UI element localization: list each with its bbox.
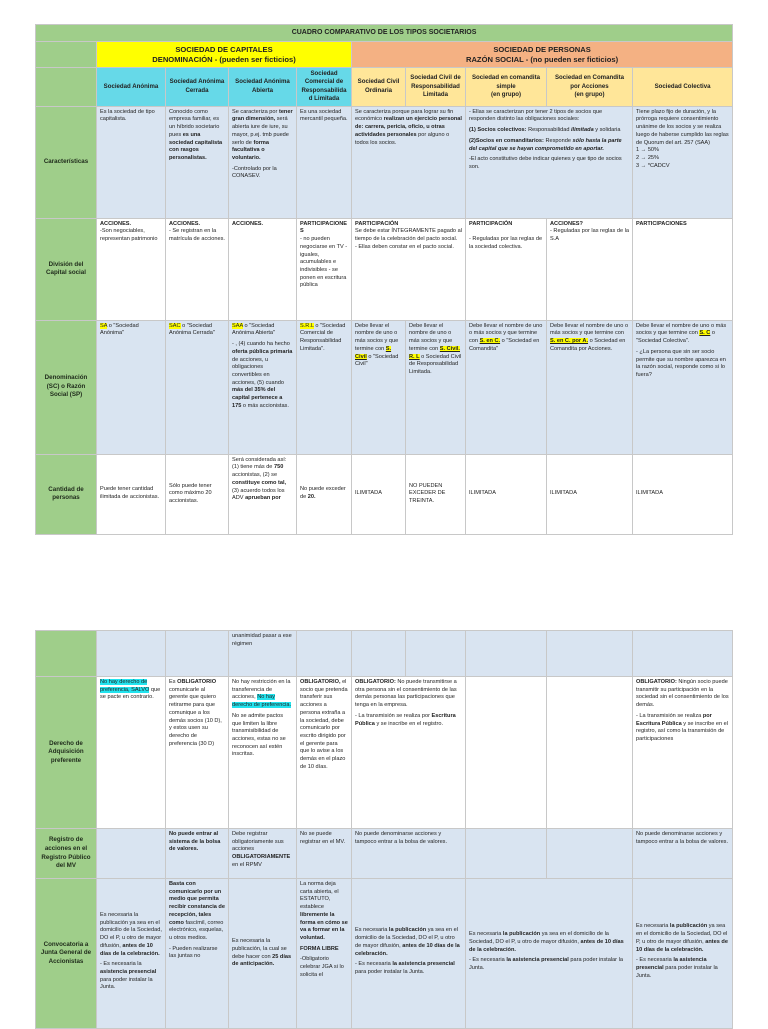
row-caracteristicas: [36, 106, 733, 218]
col-header-scs-note: (en grupo): [490, 91, 522, 99]
row-label-division: División del Capital social: [36, 218, 97, 320]
group-capitales: [97, 42, 352, 68]
cell-caracteristicas-sc: Tiene plazo fijo de duración, y la prórroga requiere consentimiento unánime de los socios y se realiza luego de haberse cumplido las reglas de Quorum del art. 257 (SAA) 1 → 50% 2 → 25% 3 → *CADCV: [633, 106, 733, 218]
cell-derecho-srl: OBLIGATORIO, el socio que pretenda transferir sus acciones a persona extraña a la sociedad, debe comunicarlo por escrito dirigido por el gerente para que lo avise a los demás en el plazo de 10 días.: [297, 677, 352, 829]
cell-cantidad-srl: No puede exceder de 20.: [297, 454, 352, 534]
cell-denominacion-scs: Debe llevar el nombre de uno o más socios y que termine con S. en C. o "Sociedad en Comandita": [466, 320, 547, 454]
cell-denominacion-scrl: Debe llevar el nombre de uno o más socios y que termine con S. Civil. R. L o Sociedad Civil de Responsabilidad Limitada.: [406, 320, 466, 454]
row-label-denominacion: Denominación (SC) o Razón Social (SP): [36, 320, 97, 454]
cell-cantidad-scpa: ILIMITADA: [547, 454, 633, 534]
cell-convocatoria-sc: Es necesaria la publicación ya sea en el domicilio de la Sociedad, DO el P, u otro de mayor difusión, antes de 10 días de la celebración. - Es necesaria la asistencia presencial para poder instalar la Junta.: [633, 879, 733, 1029]
cell-denominacion-saa: SAA o "Sociedad Anónima Abierta" - , (4) cuando ha hecho oferta pública primaria de acciones, u obligaciones convertibles en acciones, (5) cuando más del 35% del capital pertenece a 175 o más accionistas.: [229, 320, 297, 454]
col-header-sco: Sociedad Civil Ordinaria: [352, 68, 406, 107]
row-registro: [36, 829, 733, 879]
cell-caracteristicas-saa: Se caracteriza por tener gran dimensión, será abierta iure de iure, su mayor, p.ej. tmb puede serlo de forma facultativa o voluntario. -Controlado por la CONASEV.: [229, 106, 297, 218]
col-header-scs: [466, 68, 547, 107]
cell-denominacion-scpa: Debe llevar el nombre de uno o más socios y que termine con S. en C. por A. o Sociedad en Comandita por Acciones.: [547, 320, 633, 454]
cell-convocatoria-srl: La norma deja carta abierta, el ESTATUTO, establece libremente la forma en cómo se va a formar en la voluntad. FORMA LIBRE -Obligatorio celebrar JGA si lo solicita el: [297, 879, 352, 1029]
cell-caracteristicas-sco: Se caracteriza porque para lograr su fin económico realizan un ejercicio personal de: carrera, pericia, oficio, u otras actividades personales por alguno o todos los socios.: [352, 106, 466, 218]
cell-division-sa: ACCIONES. -Son negociables, representan patrimonio: [97, 218, 166, 320]
group-personas-subtitle: RAZÓN SOCIAL - (no pueden ser ficticios): [465, 54, 619, 64]
cell-convocatoria-sco: Es necesaria la publicación ya sea en el domicilio de la Sociedad, DO el P, u otro de mayor difusión, antes de 10 días de la celebración. - Es necesaria la asistencia presencial para poder instalar la Junta.: [352, 879, 466, 1029]
cell-registro-sc: No puede denominarse acciones y tampoco entrar a la bolsa de valores.: [633, 829, 733, 879]
cell-registro-saa: Debe registrar obligatoriamente sus acciones OBLIGATORIAMENTE en el RPMV: [229, 829, 297, 879]
cell-cantidad-sac: Sólo puede tener como máximo 20 accionistas.: [166, 454, 229, 534]
row-cantidad: [36, 454, 733, 534]
cell-denominacion-sa: SA o "Sociedad Anónima": [97, 320, 166, 454]
comparison-table-page-1: [35, 24, 733, 535]
row-label-derecho: Derecho de Adquisición preferente: [36, 677, 97, 829]
cell-cantidad-sa: Puede tener cantidad ilimitada de accionistas.: [97, 454, 166, 534]
cell-division-saa: ACCIONES.: [229, 218, 297, 320]
corner-cell: [36, 42, 97, 68]
cell-caracteristicas-sa: Es la sociedad de tipo capitalista.: [97, 106, 166, 218]
col-header-scpa: [547, 68, 633, 107]
cell-caracteristicas-sac: Conocido como empresa familiar, es un híbrido societario pues es una sociedad capitalista con rasgos personalistas.: [166, 106, 229, 218]
group-personas: [352, 42, 733, 68]
row-continuation: [36, 631, 733, 677]
col-header-scpa-name: Sociedad en Comandita por Acciones: [554, 74, 625, 90]
cell-registro-sac: No puede entrar al sistema de la bolsa de valores.: [166, 829, 229, 879]
cell-denominacion-srl: S.R.L o "Sociedad Comercial de Responsabilidad Limitada".: [297, 320, 352, 454]
cell-denominacion-sac: SAC o "Sociedad Anónima Cerrada": [166, 320, 229, 454]
cell-convocatoria-sac: Basta con comunicarlo por un medio que permita recibir constancia de recepción, tales como fascímil, correo electrónico, esquelas, u otros medios. - Pueden realizarse las juntas no: [166, 879, 229, 1029]
table-title: CUADRO COMPARATIVO DE LOS TIPOS SOCIETARIOS: [36, 25, 733, 42]
comparison-table-page-2: [35, 630, 733, 1029]
row-label-registro: Registro de acciones en el Registro Público del MV: [36, 829, 97, 879]
cell-registro-sco: No puede denominarse acciones y tampoco entrar a la bolsa de valores.: [352, 829, 466, 879]
row-label-caracteristicas: Características: [36, 106, 97, 218]
cell-division-scs: PARTICIPACIÓN - Reguladas por las reglas de la sociedad colectiva.: [466, 218, 547, 320]
row-convocatoria: [36, 879, 733, 1029]
row-label-cantidad: Cantidad de personas: [36, 454, 97, 534]
cell-caracteristicas-scs: - Ellas se caracterizan por tener 2 tipos de socios que responden distinto las obligaciones sociales: (1) Socios colectivos: Responsabilidad ilimitada y solidaria (2)Socios en comanditarios: Responde sólo hasta la parte del capital que se hayan comprometido en aportar. -El acto constitutivo debe indicar quienes y que tipo de socios son.: [466, 106, 633, 218]
cell-cantidad-scrl: NO PUEDEN EXCEDER DE TREINTA.: [406, 454, 466, 534]
row-label-continuation: [36, 631, 97, 677]
cell-denominacion-sc: Debe llevar el nombre de uno o más socios y que termine con S. C o "Sociedad Colectiva". - ¿La persona que sin ser socio permite que su nombre aparezca en la razón social, responde como si lo fuera?: [633, 320, 733, 454]
cell-derecho-sa: No hay derecho de preferencia, SALVO que se pacte en contrario.: [97, 677, 166, 829]
cell-convocatoria-saa: Es necesaria la publicación, la cual se debe hacer con 25 días de anticipación.: [229, 879, 297, 1029]
row-label-convocatoria: Convocatoria a Junta General de Accionistas: [36, 879, 97, 1029]
col-header-scrl: Sociedad Civil de Responsabilidad Limitada: [406, 68, 466, 107]
cell-convocatoria-scs: Es necesaria la publicación ya sea en el domicilio de la Sociedad, DO el P, u otro de mayor difusión, antes de 10 días de la celebración. - Es necesaria la asistencia presencial para poder instalar la Junta.: [466, 879, 633, 1029]
row-division: [36, 218, 733, 320]
cell-cantidad-sco: ILIMITADA: [352, 454, 406, 534]
cell-derecho-saa: No hay restricción en la transferencia de acciones, No hay derecho de preferencia. No se admite pactos que limiten la libre transmisibilidad de acciones, estas no se reconocen así estén inscritas.: [229, 677, 297, 829]
corner-cell-2: [36, 68, 97, 107]
col-header-scs-name: Sociedad en comandita simple: [471, 74, 541, 90]
cell-division-sc: PARTICIPACIONES: [633, 218, 733, 320]
cell-derecho-sc: OBLIGATORIO: Ningún socio puede transmitir su participación en la sociedad sin el consentimiento de los demás. - La transmisión se realiza por Escritura Pública y se inscribe en el registro, así como la transmisión de participaciones: [633, 677, 733, 829]
cell-caracteristicas-srl: Es una sociedad mercantil pequeña.: [297, 106, 352, 218]
cell-cantidad-saa: Será considerada así: (1) tiene más de 750 accionistas, (2) se constituye como tal, (3) acuerdo todos los ADV aprueban por: [229, 454, 297, 534]
group-personas-title: SOCIEDAD DE PERSONAS: [493, 44, 591, 54]
cell-continuation-saa: unanimidad pasar a ese régimen: [229, 631, 297, 677]
group-capitales-title: SOCIEDAD DE CAPITALES: [175, 44, 273, 54]
row-derecho: [36, 677, 733, 829]
col-header-saa: Sociedad Anónima Abierta: [229, 68, 297, 107]
row-denominacion: [36, 320, 733, 454]
cell-division-sac: ACCIONES. - Se registran en la matrícula de acciones.: [166, 218, 229, 320]
col-header-srl: Sociedad Comercial de Responsabilidad Limitada: [297, 68, 352, 107]
cell-derecho-sac: Es OBLIGATORIO comunicarle al gerente que quiero retirarme para que comunique a los demás socios (10 D), y estos usen su derecho de preferencia (30 D): [166, 677, 229, 829]
cell-cantidad-scs: ILIMITADA: [466, 454, 547, 534]
cell-division-sco: PARTICIPACIÓN Se debe estar ÍNTEGRAMENTE pagado al tiempo de la celebración del pacto social. - Ellas deben constar en el pacto social.: [352, 218, 466, 320]
cell-denominacion-sco: Debe llevar el nombre de uno o más socios y que termine con S. Civil o "Sociedad Civil": [352, 320, 406, 454]
cell-cantidad-sc: ILIMITADA: [633, 454, 733, 534]
cell-registro-srl: No se puede registrar en el MV.: [297, 829, 352, 879]
col-header-sac: Sociedad Anónima Cerrada: [166, 68, 229, 107]
col-header-sa: Sociedad Anónima: [97, 68, 166, 107]
col-header-scpa-note: (en grupo): [574, 91, 605, 99]
group-capitales-subtitle: DENOMINACIÓN - (pueden ser ficticios): [152, 54, 296, 64]
cell-convocatoria-sa: Es necesaria la publicación ya sea en el domicilio de la Sociedad, DO el P, u otro de mayor difusión, antes de 10 días de la celebración. - Es necesaria la asistencia presencial para poder instalar la Junta.: [97, 879, 166, 1029]
col-header-sc: Sociedad Colectiva: [633, 68, 733, 107]
cell-division-srl: PARTICIPACIONES - no pueden negociarse en TV - iguales, acumulables e indivisibles - se ponen en escritura pública: [297, 218, 352, 320]
cell-derecho-sco: OBLIGATORIO: No puede transmitirse a otra persona sin el consentimiento de las demás personas las participaciones que tenga en la empresa. - La transmisión se realiza por Escritura Pública y se inscribe en el registro.: [352, 677, 466, 829]
cell-division-scpa: ACCIONES? - Reguladas por las reglas de la S.A: [547, 218, 633, 320]
